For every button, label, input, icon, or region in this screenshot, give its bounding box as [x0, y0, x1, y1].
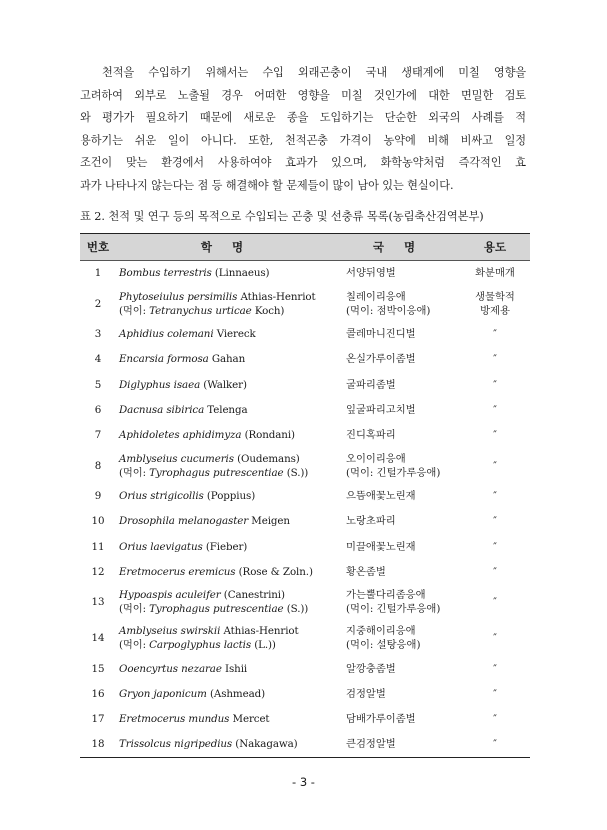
scientific-name-cell: [116, 322, 336, 347]
prey-korean-name: (먹이: 긴털가루응애): [346, 466, 441, 479]
korean-name: 알깡충좀벌: [346, 662, 396, 675]
author-name: (Fieber): [202, 540, 248, 553]
korean-name: 잎굴파리고치벌: [346, 403, 416, 416]
row-number: 17: [91, 713, 105, 726]
body-paragraph: [80, 62, 526, 197]
korean-name: 지중해이리응애: [346, 625, 416, 638]
table-row: [80, 559, 530, 584]
use-cell: [460, 559, 530, 584]
korean-name-cell: [336, 286, 460, 322]
table-row: [80, 509, 530, 534]
table-row: [80, 322, 530, 347]
row-number: 13: [91, 596, 105, 609]
author-name: Ishii: [221, 662, 248, 675]
use-value: ″: [493, 596, 497, 609]
row-number: 5: [94, 378, 102, 391]
scientific-name: Orius laevigatus: [119, 540, 203, 553]
table-row: [80, 286, 530, 322]
author-name: Meigen: [248, 515, 290, 528]
paragraph-line: 와 평가가 필요하기 때문에 새로운 종을 도입하기는 단순한 외국의 사례를 적: [80, 111, 526, 124]
prey-scientific-name: Carpoglyphus lactis: [149, 639, 252, 652]
scientific-name: Encarsia formosa: [119, 353, 209, 366]
use-value: ″: [493, 429, 497, 442]
korean-name-cell: [336, 448, 460, 484]
korean-name: 오이이리응애: [346, 452, 406, 465]
use-cell: [460, 509, 530, 534]
row-number: 12: [91, 565, 105, 578]
table-row: [80, 534, 530, 559]
use-value: ″: [493, 713, 497, 726]
korean-name: 담배가루이좀벌: [346, 713, 416, 726]
header-number: 번호: [80, 234, 116, 261]
scientific-name: Amblyseius cucumeris: [119, 452, 234, 465]
scientific-name-cell: [116, 656, 336, 681]
prey-label: (먹이:: [119, 603, 150, 616]
prey-korean-name: (먹이: 설탕응애): [346, 639, 421, 652]
use-cell: [460, 422, 530, 447]
scientific-name: Dacnusa sibirica: [119, 403, 205, 416]
use-value: ″: [493, 353, 497, 366]
prey-label: (먹이:: [119, 639, 150, 652]
prey-scientific-name: Tyrophagus putrescentiae: [149, 603, 284, 616]
scientific-name-cell: [116, 347, 336, 372]
korean-name: 으뜸애꽃노린재: [346, 490, 416, 503]
table-row: [80, 656, 530, 681]
scientific-name: Trissolcus nigripedius: [119, 738, 233, 751]
use-value: ″: [493, 738, 497, 751]
header-scientific-name: 학 명: [116, 234, 336, 261]
korean-name: 서양뒤영벌: [346, 267, 396, 280]
scientific-name-cell: [116, 620, 336, 656]
row-number: 10: [91, 515, 105, 528]
scientific-name: Amblyseius swirskii: [119, 625, 221, 638]
scientific-name-cell: [116, 372, 336, 397]
korean-name-cell: [336, 707, 460, 732]
korean-name-cell: [336, 656, 460, 681]
table-row: [80, 397, 530, 422]
korean-name: 콜레마니진디벌: [346, 328, 416, 341]
scientific-name: Eretmocerus mundus: [119, 713, 230, 726]
prey-korean-name: (먹이: 긴털가루응애): [346, 603, 441, 616]
scientific-name-cell: [116, 707, 336, 732]
table-row: [80, 707, 530, 732]
scientific-name-cell: [116, 584, 336, 620]
row-number: 7: [94, 429, 102, 442]
author-name: (Rose & Zoln.): [235, 565, 313, 578]
korean-name: 가는뿔다리좀응애: [346, 589, 426, 602]
use-cell: [460, 707, 530, 732]
scientific-name-cell: [116, 559, 336, 584]
use-cell: [460, 584, 530, 620]
table-row: [80, 261, 530, 286]
korean-name: 진디혹파리: [346, 429, 396, 442]
korean-name-cell: [336, 584, 460, 620]
prey-scientific-name: Tetranychus urticae: [149, 304, 252, 317]
use-value: 화분매개: [475, 267, 515, 280]
use-value: ″: [493, 403, 497, 416]
header-korean-name: 국 명: [336, 234, 460, 261]
korean-name-cell: [336, 422, 460, 447]
use-value: 생물학적: [475, 290, 515, 303]
row-number: 2: [94, 297, 102, 310]
korean-name-cell: [336, 732, 460, 757]
use-value: ″: [493, 515, 497, 528]
table-row: [80, 448, 530, 484]
scientific-name: Drosophila melanogaster: [119, 515, 249, 528]
use-cell: [460, 620, 530, 656]
use-value: ″: [493, 565, 497, 578]
scientific-name: Hypoaspis aculeifer: [119, 589, 221, 602]
use-cell: [460, 397, 530, 422]
scientific-name-cell: [116, 422, 336, 447]
use-cell: [460, 656, 530, 681]
use-cell: [460, 484, 530, 509]
author-name: (Poppius): [203, 490, 256, 503]
use-cell: [460, 261, 530, 286]
table-row: [80, 732, 530, 757]
table-row: [80, 484, 530, 509]
korean-name-cell: [336, 261, 460, 286]
korean-name: 칠레이리응애: [346, 290, 406, 303]
use-cell: [460, 682, 530, 707]
scientific-name-cell: [116, 397, 336, 422]
korean-name-cell: [336, 620, 460, 656]
author-name: (Nakagawa): [232, 738, 298, 751]
use-value: ″: [493, 632, 497, 645]
prey-author-name: (S.)): [283, 466, 309, 479]
author-name: Athias-Henriot: [220, 625, 299, 638]
author-name: (Canestrini): [220, 589, 285, 602]
prey-scientific-name: Tyrophagus putrescentiae: [149, 466, 284, 479]
row-number: 15: [91, 662, 105, 675]
row-number: 8: [94, 459, 102, 472]
use-value: ″: [493, 378, 497, 391]
author-name: (Rondani): [241, 429, 295, 442]
row-number: 11: [91, 540, 105, 553]
prey-author-name: Koch): [251, 304, 285, 317]
table-caption: 표 2. 천적 및 연구 등의 목적으로 수입되는 곤충 및 선충류 목록(농림축산검역본부): [80, 210, 484, 223]
korean-name-cell: [336, 509, 460, 534]
use-value: ″: [493, 662, 497, 675]
use-cell: [460, 322, 530, 347]
use-cell: [460, 286, 530, 322]
author-name: (Ashmead): [206, 688, 266, 701]
scientific-name: Aphidoletes aphidimyza: [119, 429, 242, 442]
use-cell: [460, 448, 530, 484]
prey-korean-name: (먹이: 점박이응애): [346, 304, 431, 317]
korean-name-cell: [336, 397, 460, 422]
table-row: [80, 347, 530, 372]
paragraph-line: 과가 나타나지 않는다는 점 등 해결해야 할 문제들이 많이 남아 있는 현실이다.: [80, 178, 454, 192]
korean-name: 미끌애꽃노린재: [346, 540, 416, 553]
korean-name-cell: [336, 484, 460, 509]
author-name: Gahan: [208, 353, 246, 366]
paragraph-line: 조건이 맞는 환경에서 사용하여야 효과가 있으며, 화학농약처럼 즉각적인 효: [80, 156, 526, 169]
korean-name: 굴파리좀벌: [346, 378, 396, 391]
paragraph-line: 용하기는 쉬운 일이 아니다. 또한, 천적곤충 가격이 농약에 비해 비싸고 일정: [80, 133, 526, 147]
scientific-name-cell: [116, 682, 336, 707]
scientific-name-cell: [116, 484, 336, 509]
header-use: 용도: [460, 234, 530, 261]
scientific-name: Orius strigicollis: [119, 490, 204, 503]
scientific-name: Bombus terrestris: [119, 267, 212, 280]
table-row: [80, 372, 530, 397]
scientific-name-cell: [116, 509, 336, 534]
korean-name-cell: [336, 322, 460, 347]
korean-name: 큰검정알벌: [346, 738, 396, 751]
korean-name-cell: [336, 534, 460, 559]
author-name: Telenga: [204, 403, 248, 416]
korean-name-cell: [336, 682, 460, 707]
row-number: 16: [91, 688, 105, 701]
table-row: [80, 682, 530, 707]
korean-name-cell: [336, 372, 460, 397]
prey-label: (먹이:: [119, 466, 150, 479]
korean-name: 황온좀벌: [346, 565, 386, 578]
page-number: - 3 -: [292, 775, 315, 789]
row-number: 6: [94, 403, 102, 416]
scientific-name-cell: [116, 534, 336, 559]
scientific-name: Aphidius colemani: [119, 328, 214, 341]
use-cell: [460, 347, 530, 372]
scientific-name: Diglyphus isaea: [119, 378, 201, 391]
author-name: (Oudemans): [233, 452, 300, 465]
table-row: [80, 584, 530, 620]
row-number: 4: [94, 353, 102, 366]
table-row: [80, 422, 530, 447]
use-value: ″: [493, 688, 497, 701]
korean-name: 노랑초파리: [346, 515, 396, 528]
author-name: (Linnaeus): [211, 267, 270, 280]
row-number: 9: [94, 490, 102, 503]
use-value: ″: [493, 490, 497, 503]
use-cell: [460, 372, 530, 397]
scientific-name-cell: [116, 448, 336, 484]
use-cell: [460, 732, 530, 757]
paragraph-line: 천적을 수입하기 위해서는 수입 외래곤충이 국내 생태계에 미칠 영향을: [102, 66, 526, 79]
use-value-line2: 방제용: [480, 304, 510, 317]
author-name: (Walker): [200, 378, 247, 391]
korean-name-cell: [336, 559, 460, 584]
author-name: Mercet: [229, 713, 270, 726]
table-header-row: [80, 234, 530, 261]
scientific-name: Ooencyrtus nezarae: [119, 662, 222, 675]
prey-author-name: (S.)): [283, 603, 309, 616]
author-name: Athias-Henriot: [237, 290, 316, 303]
scientific-name: Eretmocerus eremicus: [119, 565, 236, 578]
use-value: ″: [493, 459, 497, 472]
korean-name: 검정알벌: [346, 688, 386, 701]
species-table: [80, 233, 530, 758]
scientific-name-cell: [116, 261, 336, 286]
use-cell: [460, 534, 530, 559]
korean-name: 온실가루이좀벌: [346, 353, 416, 366]
table-row: [80, 620, 530, 656]
row-number: 14: [91, 632, 105, 645]
row-number: 18: [80, 732, 116, 757]
scientific-name-cell: [116, 286, 336, 322]
author-name: Viereck: [213, 328, 256, 341]
scientific-name: Phytoseiulus persimilis: [119, 290, 238, 303]
row-number: 3: [94, 328, 102, 341]
scientific-name: Gryon japonicum: [119, 688, 207, 701]
paragraph-line: 고려하여 외부로 노출될 경우 어떠한 영향을 미칠 것인가에 대한 면밀한 검토: [80, 88, 526, 102]
scientific-name-cell: [116, 732, 336, 757]
korean-name-cell: [336, 347, 460, 372]
row-number: 1: [94, 267, 102, 280]
use-value: ″: [493, 540, 497, 553]
prey-author-name: (L.)): [251, 639, 276, 652]
prey-label: (먹이:: [119, 304, 150, 317]
use-value: ″: [493, 328, 497, 341]
